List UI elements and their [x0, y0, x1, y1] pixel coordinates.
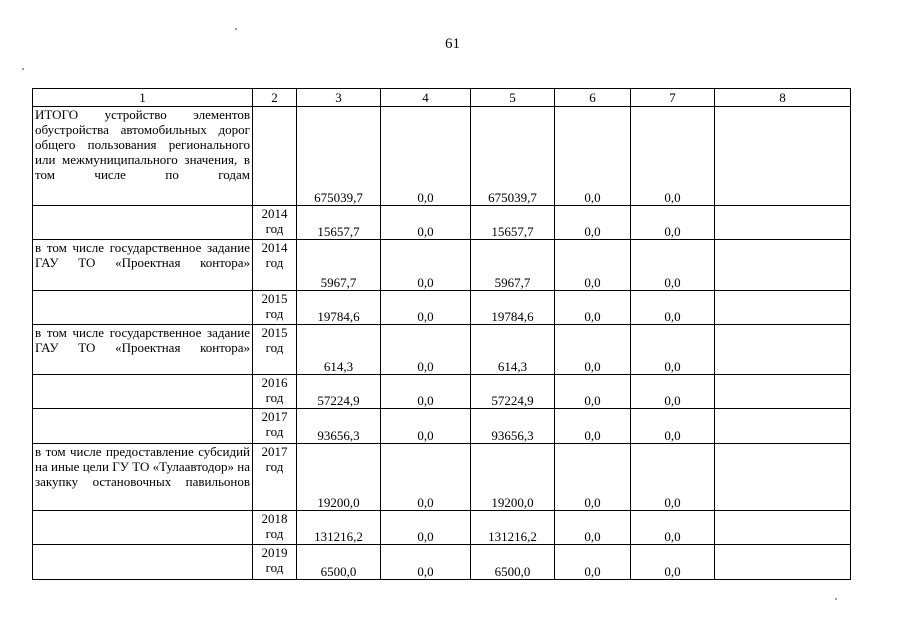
value-cell: 0,0: [631, 375, 715, 409]
value-cell: 0,0: [381, 325, 471, 375]
row-year: 2018 год: [253, 511, 297, 545]
column-header: 1: [33, 89, 253, 107]
budget-table: [32, 88, 851, 580]
value-cell: 0,0: [381, 375, 471, 409]
value-cell: 57224,9: [297, 375, 381, 409]
table-row: [33, 206, 851, 240]
note-cell: [715, 240, 851, 291]
column-header: 5: [471, 89, 555, 107]
row-year: 2019 год: [253, 545, 297, 580]
row-year: 2017 год: [253, 444, 297, 511]
value-cell: 0,0: [555, 545, 631, 580]
value-cell: 0,0: [381, 291, 471, 325]
value-cell: 0,0: [381, 444, 471, 511]
table-row: [33, 325, 851, 375]
note-cell: [715, 107, 851, 206]
value-cell: 19200,0: [471, 444, 555, 511]
row-year: 2017 год: [253, 409, 297, 444]
note-cell: [715, 511, 851, 545]
value-cell: 0,0: [631, 545, 715, 580]
value-cell: 6500,0: [297, 545, 381, 580]
value-cell: 675039,7: [297, 107, 381, 206]
value-cell: 0,0: [631, 444, 715, 511]
scan-speck: [22, 68, 24, 70]
row-description: ИТОГО устройство элементов обустройства автомобильных дорог общего пользования регионального или межмуниципального значения, в том числе по годам: [33, 107, 253, 206]
value-cell: 5967,7: [471, 240, 555, 291]
value-cell: 0,0: [631, 291, 715, 325]
note-cell: [715, 206, 851, 240]
note-cell: [715, 545, 851, 580]
value-cell: 5967,7: [297, 240, 381, 291]
value-cell: 0,0: [555, 291, 631, 325]
column-header: 6: [555, 89, 631, 107]
value-cell: 0,0: [555, 409, 631, 444]
row-description: [33, 511, 253, 545]
page-number: 61: [445, 36, 460, 52]
value-cell: 0,0: [631, 107, 715, 206]
value-cell: 0,0: [555, 325, 631, 375]
row-description: [33, 409, 253, 444]
value-cell: 0,0: [381, 206, 471, 240]
row-description: [33, 291, 253, 325]
value-cell: 0,0: [381, 240, 471, 291]
table-row: [33, 545, 851, 580]
scan-speck: [235, 28, 237, 30]
value-cell: 57224,9: [471, 375, 555, 409]
column-header: 2: [253, 89, 297, 107]
value-cell: 675039,7: [471, 107, 555, 206]
row-year: 2015 год: [253, 291, 297, 325]
row-description: в том числе предоставление субсидий на иные цели ГУ ТО «Тулаавтодор» на закупку остановочных павильонов: [33, 444, 253, 511]
value-cell: 93656,3: [471, 409, 555, 444]
value-cell: 0,0: [555, 206, 631, 240]
value-cell: 15657,7: [297, 206, 381, 240]
value-cell: 19200,0: [297, 444, 381, 511]
table-row: [33, 511, 851, 545]
row-description: в том числе государственное задание ГАУ ТО «Проектная контора»: [33, 325, 253, 375]
value-cell: 0,0: [555, 444, 631, 511]
table-row: [33, 375, 851, 409]
value-cell: 0,0: [381, 511, 471, 545]
note-cell: [715, 325, 851, 375]
row-year: 2016 год: [253, 375, 297, 409]
value-cell: 19784,6: [471, 291, 555, 325]
table-row: [33, 240, 851, 291]
note-cell: [715, 375, 851, 409]
row-year: 2014 год: [253, 240, 297, 291]
value-cell: 0,0: [555, 375, 631, 409]
value-cell: 15657,7: [471, 206, 555, 240]
value-cell: 0,0: [381, 545, 471, 580]
value-cell: 0,0: [381, 409, 471, 444]
value-cell: 0,0: [631, 511, 715, 545]
value-cell: 6500,0: [471, 545, 555, 580]
row-year: 2015 год: [253, 325, 297, 375]
value-cell: 93656,3: [297, 409, 381, 444]
row-description: [33, 375, 253, 409]
column-header: 4: [381, 89, 471, 107]
value-cell: 0,0: [631, 206, 715, 240]
value-cell: 131216,2: [297, 511, 381, 545]
table-row: [33, 107, 851, 206]
note-cell: [715, 409, 851, 444]
scan-speck: [835, 598, 837, 600]
value-cell: 0,0: [555, 107, 631, 206]
value-cell: 0,0: [631, 409, 715, 444]
column-header: 8: [715, 89, 851, 107]
value-cell: 0,0: [555, 240, 631, 291]
table-row: [33, 291, 851, 325]
note-cell: [715, 444, 851, 511]
row-description: [33, 206, 253, 240]
row-year: [253, 107, 297, 206]
column-header: 7: [631, 89, 715, 107]
value-cell: 0,0: [381, 107, 471, 206]
value-cell: 0,0: [631, 240, 715, 291]
header-row: [33, 89, 851, 107]
value-cell: 0,0: [631, 325, 715, 375]
value-cell: 614,3: [297, 325, 381, 375]
table-row: [33, 409, 851, 444]
value-cell: 614,3: [471, 325, 555, 375]
value-cell: 19784,6: [297, 291, 381, 325]
row-year: 2014 год: [253, 206, 297, 240]
row-description: в том числе государственное задание ГАУ ТО «Проектная контора»: [33, 240, 253, 291]
note-cell: [715, 291, 851, 325]
table-row: [33, 444, 851, 511]
value-cell: 131216,2: [471, 511, 555, 545]
row-description: [33, 545, 253, 580]
value-cell: 0,0: [555, 511, 631, 545]
column-header: 3: [297, 89, 381, 107]
